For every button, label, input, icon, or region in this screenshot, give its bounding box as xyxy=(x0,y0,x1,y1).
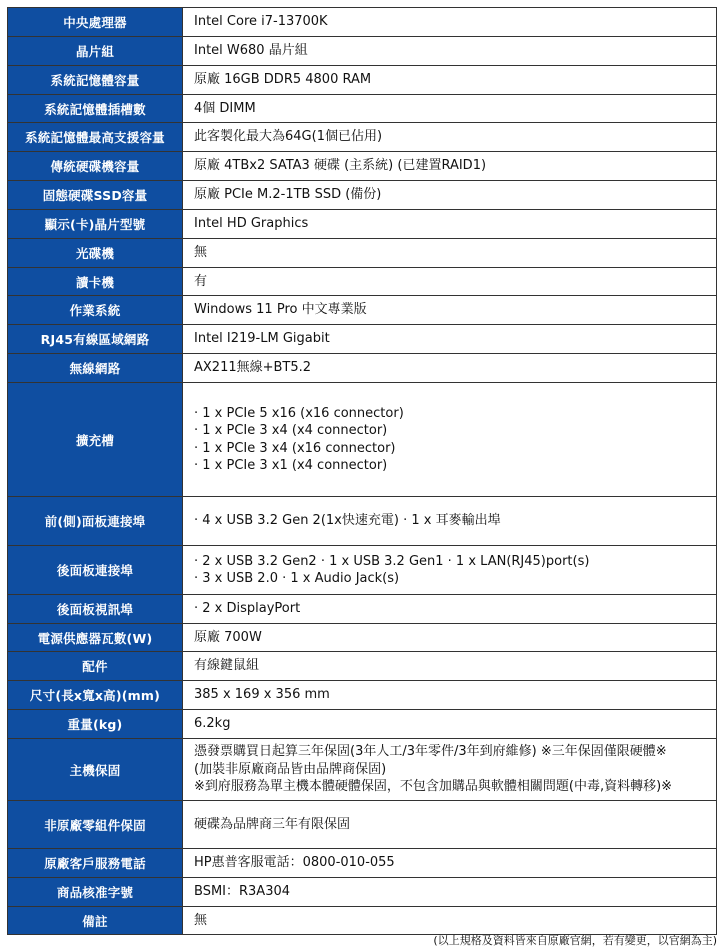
spec-row xyxy=(8,710,717,739)
spec-label: 後面板連接埠 xyxy=(8,546,183,595)
spec-value xyxy=(183,710,717,739)
spec-row xyxy=(8,210,717,239)
spec-value xyxy=(183,152,717,181)
spec-value xyxy=(183,325,717,354)
spec-value xyxy=(183,497,717,546)
spec-value-line: BSMI：R3A304 xyxy=(194,884,291,900)
spec-value-line: · 1 x PCIe 3 x4 (x4 connector) xyxy=(194,423,388,438)
spec-label: 系統記憶體容量 xyxy=(8,66,183,95)
spec-value-line: 6.2kg xyxy=(194,716,231,732)
spec-table-body xyxy=(8,8,717,935)
spec-value-line: · 4 x USB 3.2 Gen 2(1x快速充電) · 1 x 耳麥輸出埠 xyxy=(194,513,501,529)
spec-value-line: 硬碟為品牌商三年有限保固 xyxy=(194,816,351,832)
spec-value-line: · 2 x USB 3.2 Gen2 · 1 x USB 3.2 Gen1 · 1 x LAN(RJ45)port(s) xyxy=(194,553,590,569)
spec-row xyxy=(8,152,717,181)
spec-label: 電源供應器瓦數(W) xyxy=(8,624,183,652)
spec-value-line: AX211無線+BT5.2 xyxy=(194,360,312,376)
spec-value xyxy=(183,681,717,710)
spec-value xyxy=(183,907,717,935)
spec-row xyxy=(8,497,717,546)
spec-value xyxy=(183,296,717,325)
spec-label: 中央處理器 xyxy=(8,8,183,37)
spec-label: 顯示(卡)晶片型號 xyxy=(8,210,183,239)
spec-row xyxy=(8,8,717,37)
spec-label: 系統記憶體最高支援容量 xyxy=(8,123,183,152)
spec-label: 固態硬碟SSD容量 xyxy=(8,181,183,210)
spec-value-line: 此客製化最大為64G(1個已佔用) xyxy=(194,129,383,145)
spec-label: 配件 xyxy=(8,652,183,681)
spec-value xyxy=(183,849,717,878)
spec-value xyxy=(183,354,717,383)
spec-label: 商品核准字號 xyxy=(8,878,183,907)
spec-value-line: 原廠 700W xyxy=(194,629,262,645)
spec-row xyxy=(8,268,717,296)
spec-label: 前(側)面板連接埠 xyxy=(8,497,183,546)
spec-value xyxy=(183,739,717,801)
spec-value-line: 385 x 169 x 356 mm xyxy=(194,687,330,703)
spec-row xyxy=(8,37,717,66)
spec-value-line: · 3 x USB 2.0 · 1 x Audio Jack(s) xyxy=(194,571,400,586)
spec-value-line: Intel I219-LM Gigabit xyxy=(194,331,330,347)
spec-row xyxy=(8,181,717,210)
spec-row xyxy=(8,878,717,907)
spec-value-line: Windows 11 Pro 中文專業版 xyxy=(194,302,367,318)
spec-value-line: 原廠 PCIe M.2-1TB SSD (備份) xyxy=(194,187,382,203)
spec-row xyxy=(8,95,717,123)
spec-table xyxy=(7,7,717,935)
spec-row xyxy=(8,354,717,383)
spec-value-line: 憑發票購買日起算三年保固(3年人工/3年零件/3年到府維修) ※三年保固僅限硬體※ xyxy=(194,744,667,760)
spec-value xyxy=(183,37,717,66)
spec-row xyxy=(8,325,717,354)
spec-value-line: 有線鍵鼠組 xyxy=(194,658,260,674)
spec-row xyxy=(8,595,717,624)
spec-value-line: 無 xyxy=(194,245,208,261)
spec-row xyxy=(8,66,717,95)
footnote: (以上規格及資料皆來自原廠官網，若有變更，以官網為主) xyxy=(433,934,717,947)
spec-row xyxy=(8,849,717,878)
spec-value xyxy=(183,8,717,37)
spec-label: 傳統硬碟機容量 xyxy=(8,152,183,181)
spec-value-line: 4個 DIMM xyxy=(194,100,256,116)
spec-value-line: · 1 x PCIe 3 x4 (x16 connector) xyxy=(194,440,396,456)
spec-label: 備註 xyxy=(8,907,183,935)
spec-row xyxy=(8,681,717,710)
spec-value-line: ※到府服務為單主機本體硬體保固，不包含加購品與軟體相關問題(中毒,資料轉移)※ xyxy=(194,779,673,795)
spec-value xyxy=(183,181,717,210)
spec-value-line: 原廠 4TBx2 SATA3 硬碟 (主系統) (已建置RAID1) xyxy=(194,158,487,174)
spec-value xyxy=(183,624,717,652)
spec-label: 原廠客戶服務電話 xyxy=(8,849,183,878)
spec-label: 無線網路 xyxy=(8,354,183,383)
spec-value xyxy=(183,595,717,624)
spec-value xyxy=(183,878,717,907)
spec-row xyxy=(8,801,717,849)
spec-value-line: 原廠 16GB DDR5 4800 RAM xyxy=(194,72,372,88)
spec-value xyxy=(183,123,717,152)
spec-row xyxy=(8,296,717,325)
spec-row xyxy=(8,907,717,935)
spec-label: RJ45有線區域網路 xyxy=(8,325,183,354)
spec-value xyxy=(183,239,717,268)
spec-value xyxy=(183,66,717,95)
spec-row xyxy=(8,739,717,801)
spec-label: 後面板視訊埠 xyxy=(8,595,183,624)
spec-label: 非原廠零組件保固 xyxy=(8,801,183,849)
spec-row xyxy=(8,652,717,681)
spec-row xyxy=(8,624,717,652)
spec-label: 系統記憶體插槽數 xyxy=(8,95,183,123)
spec-value xyxy=(183,383,717,497)
spec-row xyxy=(8,123,717,152)
spec-value-line: · 2 x DisplayPort xyxy=(194,601,301,617)
spec-value-line: · 1 x PCIe 3 x1 (x4 connector) xyxy=(194,458,388,473)
spec-row xyxy=(8,546,717,595)
spec-label: 讀卡機 xyxy=(8,268,183,296)
spec-label: 重量(kg) xyxy=(8,710,183,739)
spec-value xyxy=(183,546,717,595)
spec-value xyxy=(183,95,717,123)
spec-value-line: HP惠普客服電話：0800-010-055 xyxy=(194,855,395,871)
spec-value xyxy=(183,210,717,239)
spec-label: 主機保固 xyxy=(8,739,183,801)
spec-label: 擴充槽 xyxy=(8,383,183,497)
spec-row xyxy=(8,239,717,268)
spec-value-line: Intel HD Graphics xyxy=(194,216,309,232)
spec-value xyxy=(183,801,717,849)
spec-value-line: 無 xyxy=(194,912,208,928)
spec-value-line: Intel Core i7-13700K xyxy=(194,14,328,30)
spec-row xyxy=(8,383,717,497)
spec-label: 光碟機 xyxy=(8,239,183,268)
spec-value-line: Intel W680 晶片組 xyxy=(194,43,308,59)
spec-value-line: · 1 x PCIe 5 x16 (x16 connector) xyxy=(194,405,404,421)
spec-label: 晶片組 xyxy=(8,37,183,66)
spec-value xyxy=(183,652,717,681)
spec-label: 尺寸(長x寬x高)(mm) xyxy=(8,681,183,710)
spec-value xyxy=(183,268,717,296)
spec-value-line: (加裝非原廠商品皆由品牌商保固) xyxy=(194,761,387,777)
spec-label: 作業系統 xyxy=(8,296,183,325)
spec-value-line: 有 xyxy=(194,273,208,289)
